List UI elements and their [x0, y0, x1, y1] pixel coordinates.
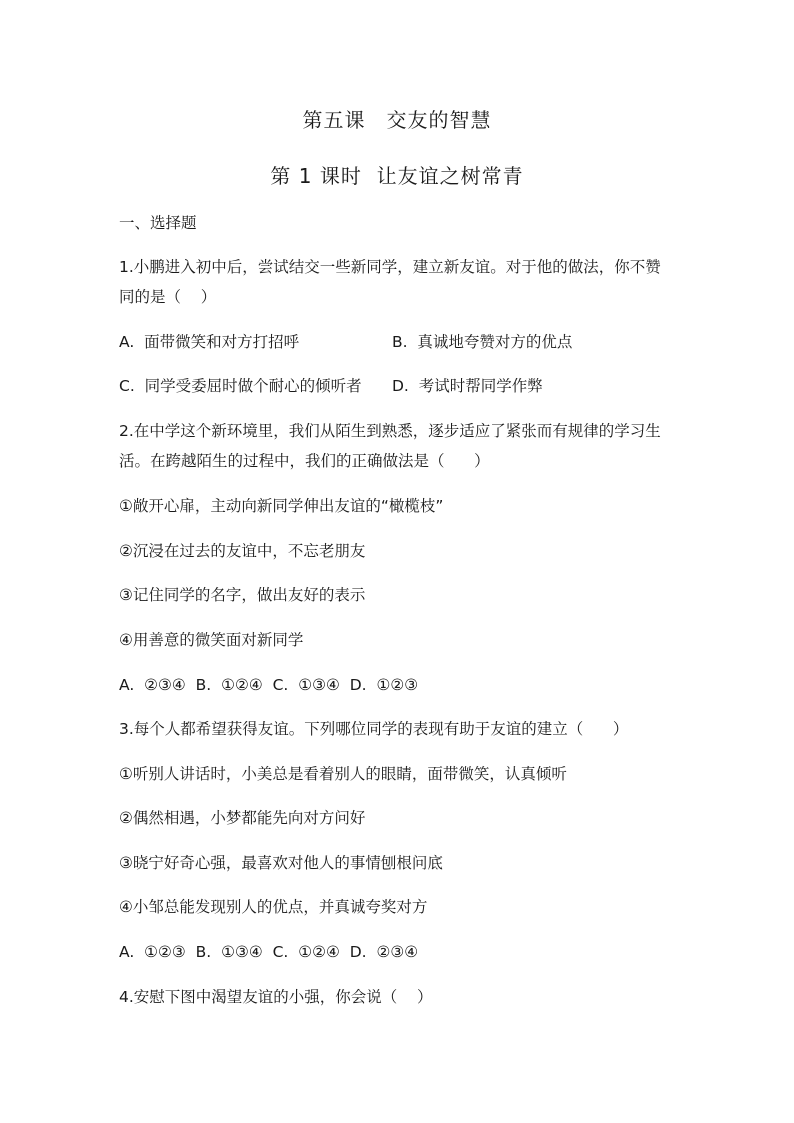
- section-heading: 一、选择题: [119, 214, 197, 232]
- q3-item-1: ①听别人讲话时，小美总是看着别人的眼睛，面带微笑，认真倾听: [119, 765, 567, 783]
- q2-text-line2: 活。在跨越陌生的过程中，我们的正确做法是（ ）: [119, 452, 490, 470]
- q3-item-3: ③晓宁好奇心强，最喜欢对他人的事情刨根问底: [119, 854, 443, 872]
- q3-item-4: ④小邹总能发现别人的优点，并真诚夸奖对方: [119, 898, 428, 916]
- q1-text-line1: 1.小鹏进入初中后，尝试结交一些新同学，建立新友谊。对于他的做法，你不赞: [119, 258, 661, 276]
- q1-option-a: A. 面带微笑和对方打招呼: [119, 333, 300, 351]
- lesson-title: 第五课 交友的智慧: [302, 108, 492, 132]
- q3-text-line1: 3.每个人都希望获得友谊。下列哪位同学的表现有助于友谊的建立（ ）: [119, 720, 629, 738]
- q2-item-4: ④用善意的微笑面对新同学: [119, 631, 304, 649]
- q3-item-2: ②偶然相遇，小梦都能先向对方问好: [119, 809, 366, 827]
- q3-options: A. ①②③ B. ①③④ C. ①②④ D. ②③④: [119, 943, 419, 961]
- q2-item-1: ①敞开心扉，主动向新同学伸出友谊的“橄榄枝”: [119, 497, 444, 515]
- q2-item-2: ②沉浸在过去的友谊中，不忘老朋友: [119, 542, 366, 560]
- q2-text-line1: 2.在中学这个新环境里，我们从陌生到熟悉，逐步适应了紧张而有规律的学习生: [119, 422, 661, 440]
- q1-option-b: B. 真诚地夸赞对方的优点: [392, 333, 573, 351]
- q4-text-line1: 4.安慰下图中渴望友谊的小强，你会说（ ）: [119, 988, 433, 1006]
- q2-item-3: ③记住同学的名字，做出友好的表示: [119, 586, 366, 604]
- q2-options: A. ②③④ B. ①②④ C. ①③④ D. ①②③: [119, 676, 419, 694]
- lesson-subtitle: 第 1 课时 让友谊之树常青: [270, 164, 524, 188]
- q1-option-c: C. 同学受委屈时做个耐心的倾听者: [119, 377, 362, 395]
- q1-text-line2: 同的是（ ）: [119, 288, 217, 306]
- q1-option-d: D. 考试时帮同学作弊: [392, 377, 543, 395]
